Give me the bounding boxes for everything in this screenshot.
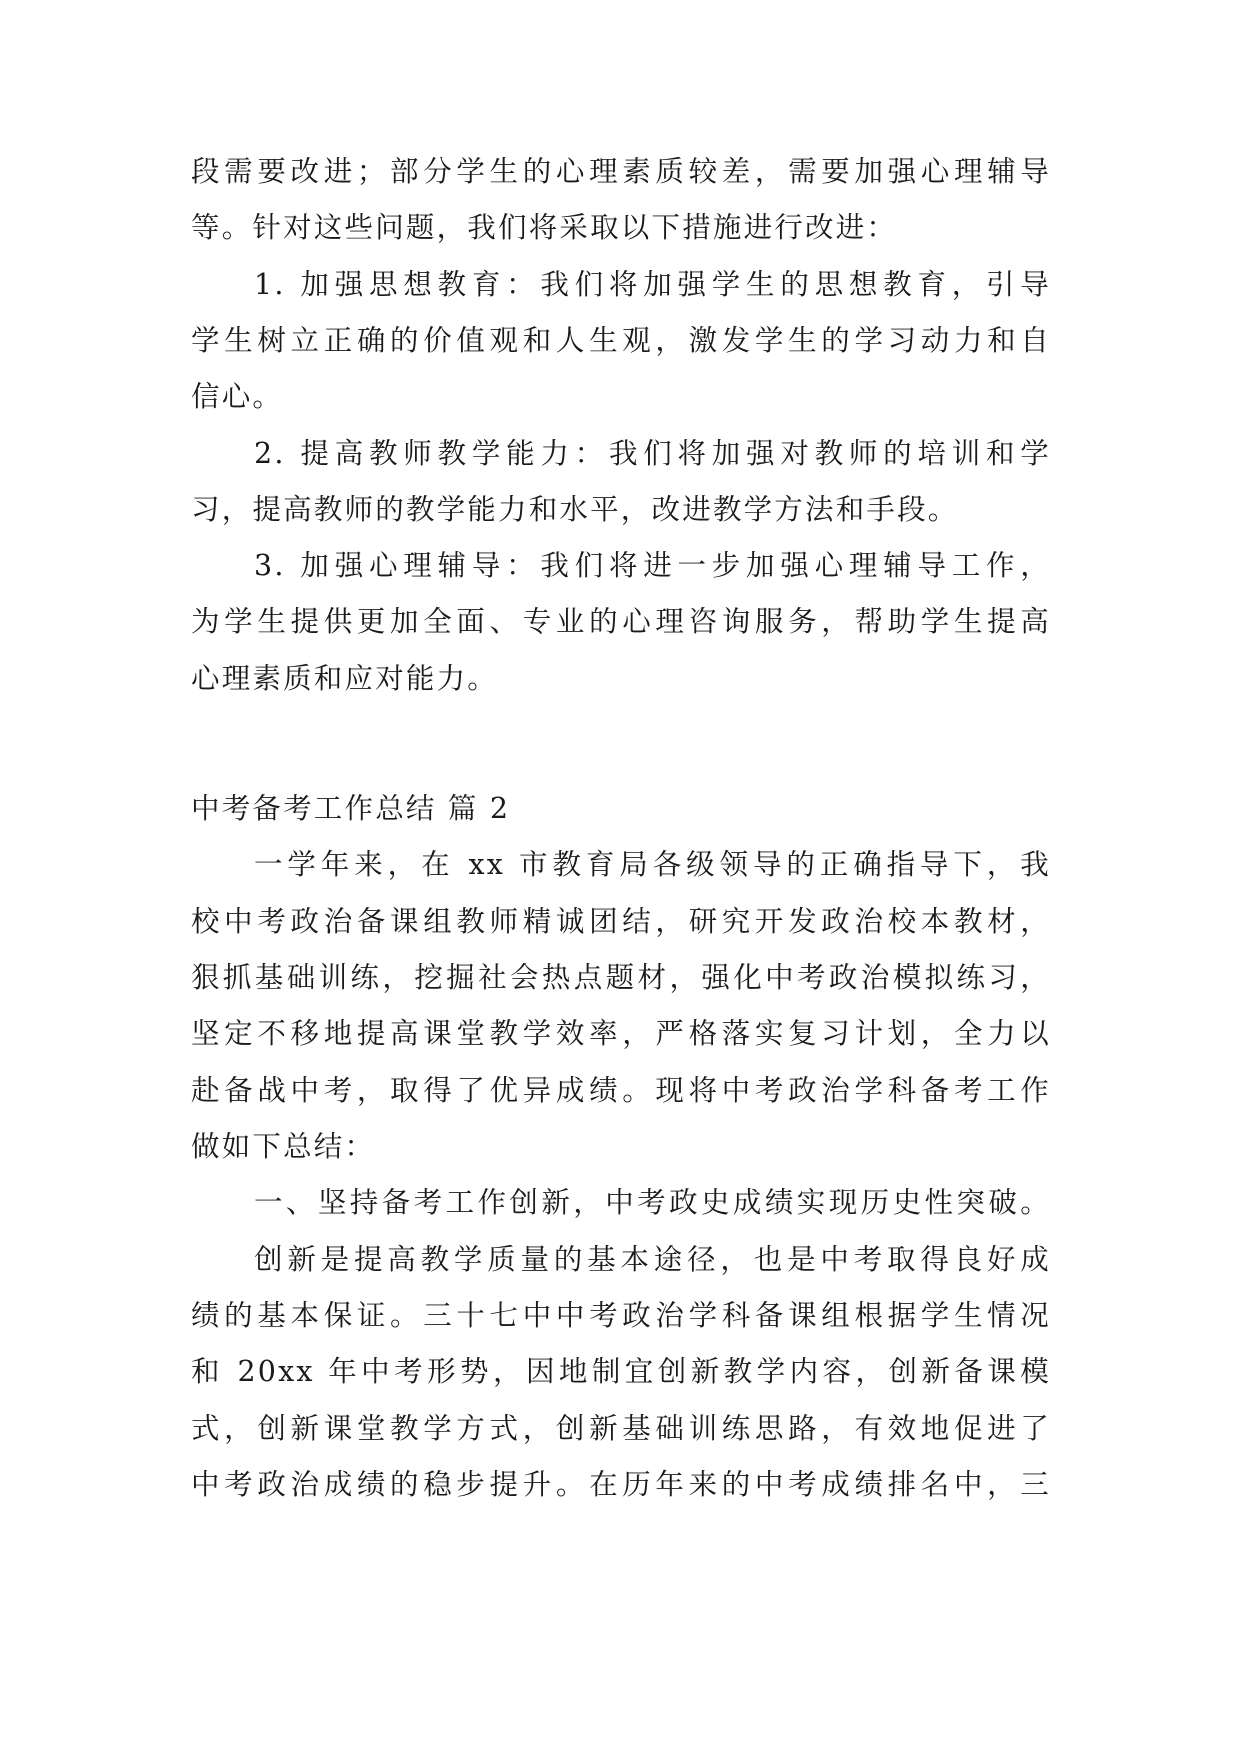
list-item-3: 3. 加强心理辅导：我们将进一步加强心理辅导工作， bbox=[254, 549, 1051, 582]
text-line: 做如下总结： bbox=[191, 1130, 376, 1163]
list-item-1: 1. 加强思想教育：我们将加强学生的思想教育，引导 bbox=[254, 268, 1051, 301]
text-line: 狠抓基础训练，挖掘社会热点题材，强化中考政治模拟练习， bbox=[191, 961, 1051, 994]
text-line: 一学年来，在 xx 市教育局各级领导的正确指导下，我 bbox=[254, 848, 1051, 881]
text-line: 心理素质和应对能力。 bbox=[191, 662, 499, 695]
text-line: 赴备战中考，取得了优异成绩。现将中考政治学科备考工作 bbox=[191, 1074, 1051, 1107]
text-line: 绩的基本保证。三十七中中考政治学科备课组根据学生情况 bbox=[191, 1299, 1051, 1332]
text-line: 和 20xx 年中考形势，因地制宜创新教学内容，创新备课模 bbox=[191, 1355, 1051, 1388]
section-heading: 中考备考工作总结 篇 2 bbox=[191, 792, 511, 825]
text-line: 式，创新课堂教学方式，创新基础训练思路，有效地促进了 bbox=[191, 1412, 1051, 1445]
text-line: 等。针对这些问题，我们将采取以下措施进行改进： bbox=[191, 211, 898, 244]
text-line: 为学生提供更加全面、专业的心理咨询服务，帮助学生提高 bbox=[191, 605, 1051, 638]
text-line: 坚定不移地提高课堂教学效率，严格落实复习计划，全力以 bbox=[191, 1017, 1051, 1050]
text-line: 中考政治成绩的稳步提升。在历年来的中考成绩排名中，三 bbox=[191, 1468, 1051, 1501]
text-line: 段需要改进；部分学生的心理素质较差，需要加强心理辅导 bbox=[191, 155, 1051, 188]
text-line: 创新是提高教学质量的基本途径，也是中考取得良好成 bbox=[254, 1243, 1051, 1276]
list-item-2: 2. 提高教师教学能力：我们将加强对教师的培训和学 bbox=[254, 437, 1051, 470]
text-line: 信心。 bbox=[191, 380, 284, 413]
text-line: 校中考政治备课组教师精诚团结，研究开发政治校本教材， bbox=[191, 905, 1051, 938]
text-line: 习，提高教师的教学能力和水平，改进教学方法和手段。 bbox=[191, 493, 959, 526]
text-line: 学生树立正确的价值观和人生观，激发学生的学习动力和自 bbox=[191, 324, 1051, 357]
subheading-1: 一、坚持备考工作创新，中考政史成绩实现历史性突破。 bbox=[254, 1186, 1051, 1219]
